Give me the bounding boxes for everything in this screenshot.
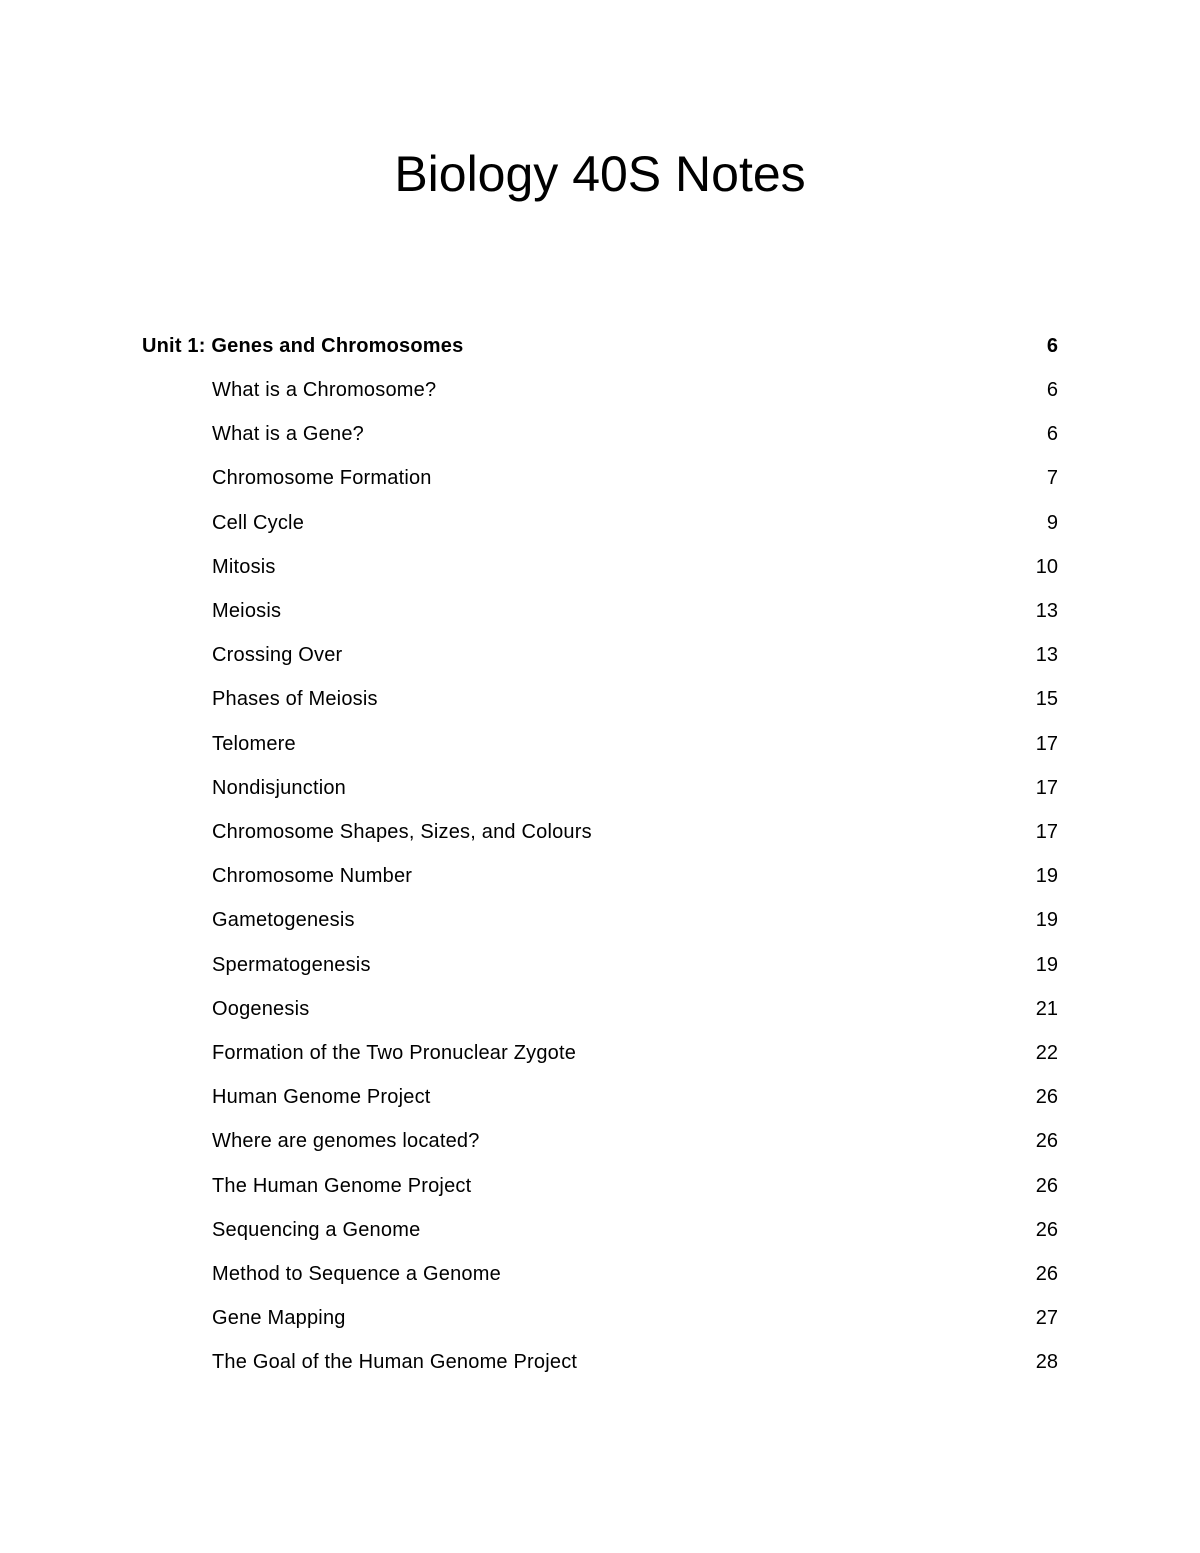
toc-entry[interactable]	[0, 684, 1058, 714]
toc-entry-page-number: 26	[1035, 1086, 1058, 1108]
toc-entry[interactable]	[0, 419, 1058, 449]
toc-entry[interactable]	[0, 640, 1058, 670]
toc-entry-page-number: 6	[1046, 423, 1058, 445]
toc-entry-label: What is a Chromosome?	[212, 379, 437, 401]
toc-entry-page-number: 13	[1035, 600, 1058, 622]
toc-entry[interactable]	[0, 1259, 1058, 1289]
toc-entry-label: Chromosome Number	[212, 865, 413, 887]
toc-entry[interactable]	[0, 1038, 1058, 1068]
toc-entry-label: Method to Sequence a Genome	[212, 1263, 501, 1285]
toc-unit-row[interactable]	[0, 331, 1058, 361]
toc-entry-label: Nondisjunction	[212, 777, 346, 799]
toc-entry-page-number: 10	[1035, 556, 1058, 578]
toc-entry-page-number: 26	[1035, 1130, 1058, 1152]
toc-entry-label: Formation of the Two Pronuclear Zygote	[212, 1042, 577, 1064]
toc-entry[interactable]	[0, 596, 1058, 626]
document-title: Biology 40S Notes	[394, 146, 806, 202]
toc-entry-label: Spermatogenesis	[212, 954, 371, 976]
toc-entry-page-number: 6	[1046, 379, 1058, 401]
toc-entry-label: Chromosome Formation	[212, 467, 432, 489]
toc-entry-page-number: 26	[1035, 1219, 1058, 1241]
toc-entry[interactable]	[0, 552, 1058, 582]
toc-entry[interactable]	[0, 905, 1058, 935]
toc-entry-label: Where are genomes located?	[212, 1130, 480, 1152]
toc-entry-label: Phases of Meiosis	[212, 688, 378, 710]
toc-entry-label: Telomere	[212, 733, 296, 755]
toc-entry-page-number: 9	[1046, 512, 1058, 534]
toc-entry[interactable]	[0, 1303, 1058, 1333]
toc-entry-label: Cell Cycle	[212, 512, 305, 534]
toc-unit-page-number: 6	[1046, 335, 1058, 357]
toc-entry[interactable]	[0, 861, 1058, 891]
toc-entry-page-number: 17	[1035, 821, 1058, 843]
toc-entry-label: Human Genome Project	[212, 1086, 431, 1108]
toc-entry[interactable]	[0, 375, 1058, 405]
toc-entry-label: Gene Mapping	[212, 1307, 346, 1329]
toc-entry-page-number: 17	[1035, 777, 1058, 799]
toc-entry-page-number: 19	[1035, 865, 1058, 887]
toc-entry-label: The Goal of the Human Genome Project	[212, 1351, 578, 1373]
toc-entry-page-number: 7	[1046, 467, 1058, 489]
toc-entry-label: Mitosis	[212, 556, 276, 578]
toc-entry-label: Crossing Over	[212, 644, 343, 666]
toc-entry-page-number: 21	[1035, 998, 1058, 1020]
toc-entry-page-number: 13	[1035, 644, 1058, 666]
toc-entry-page-number: 17	[1035, 733, 1058, 755]
toc-entry-label: Meiosis	[212, 600, 282, 622]
toc-entry-page-number: 27	[1035, 1307, 1058, 1329]
toc-entry-label: Chromosome Shapes, Sizes, and Colours	[212, 821, 592, 843]
toc-entry[interactable]	[0, 463, 1058, 493]
toc-entry[interactable]	[0, 817, 1058, 847]
toc-entry[interactable]	[0, 508, 1058, 538]
toc-entry-label: What is a Gene?	[212, 423, 364, 445]
toc-entry[interactable]	[0, 1126, 1058, 1156]
toc-entry-label: Sequencing a Genome	[212, 1219, 421, 1241]
toc-entry[interactable]	[0, 994, 1058, 1024]
toc-entry-page-number: 22	[1035, 1042, 1058, 1064]
toc-entry-page-number: 28	[1035, 1351, 1058, 1373]
toc-entry-label: Gametogenesis	[212, 909, 355, 931]
toc-entry-label: The Human Genome Project	[212, 1175, 472, 1197]
toc-entry-page-number: 26	[1035, 1175, 1058, 1197]
toc-entry[interactable]	[0, 1082, 1058, 1112]
toc-entry-label: Oogenesis	[212, 998, 310, 1020]
toc-entry[interactable]	[0, 1171, 1058, 1201]
toc-entry[interactable]	[0, 950, 1058, 980]
toc-unit-label: Unit 1: Genes and Chromosomes	[142, 335, 464, 357]
toc-entry-page-number: 19	[1035, 954, 1058, 976]
toc-entry-page-number: 26	[1035, 1263, 1058, 1285]
toc-entry[interactable]	[0, 773, 1058, 803]
toc-entry-page-number: 19	[1035, 909, 1058, 931]
toc-entry-page-number: 15	[1035, 688, 1058, 710]
toc-entry[interactable]	[0, 729, 1058, 759]
toc-entry[interactable]	[0, 1347, 1058, 1377]
toc-entry[interactable]	[0, 1215, 1058, 1245]
